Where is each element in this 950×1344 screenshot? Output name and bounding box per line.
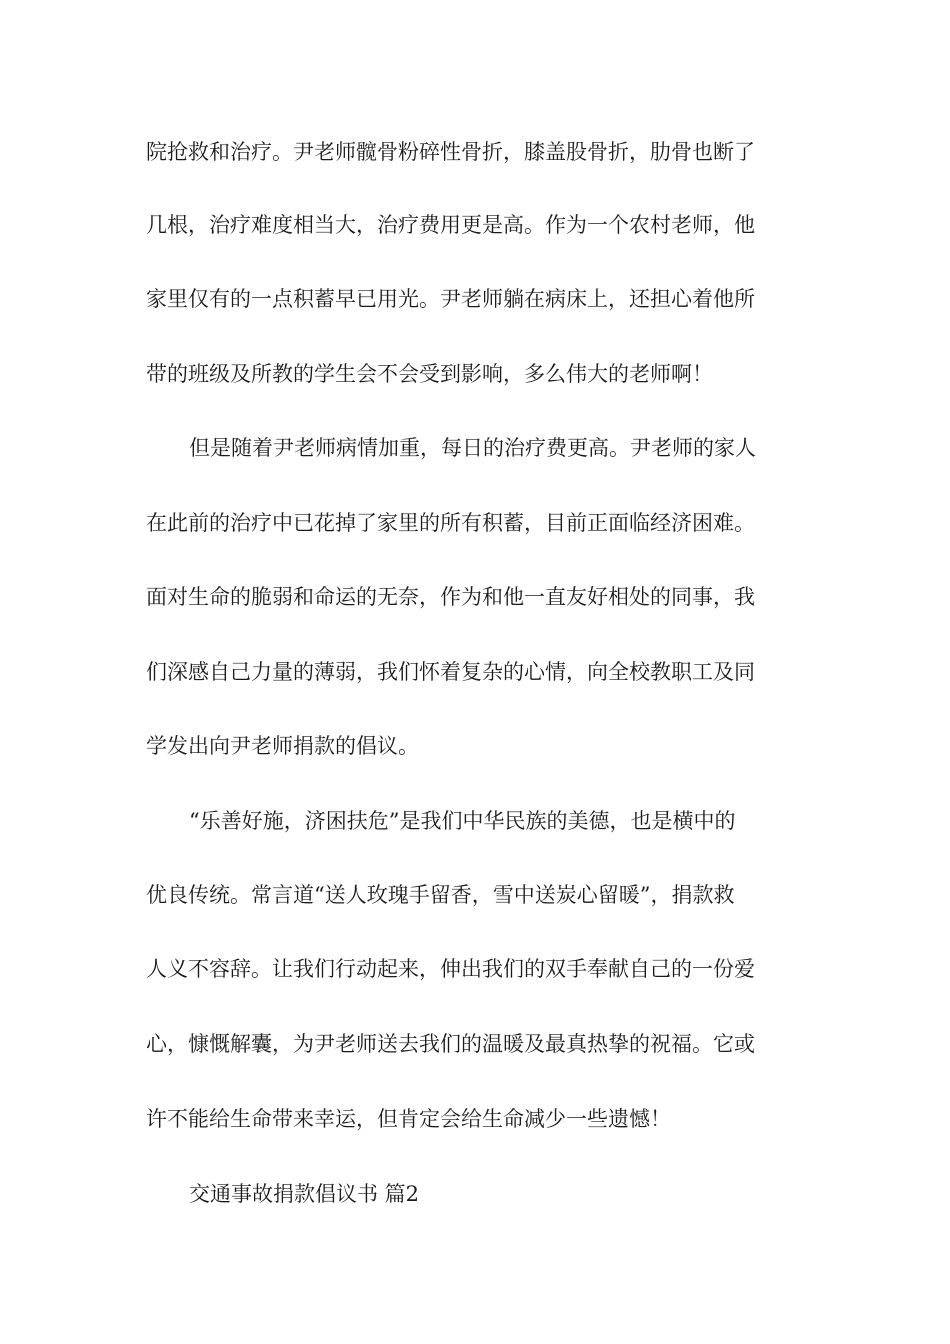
paragraph-line: “乐善好施，济困扶危”是我们中华民族的美德，也是横中的: [189, 809, 736, 833]
paragraph-line: 院抢救和治疗。尹老师髋骨粉碎性骨折，膝盖股骨折，肋骨也断了: [146, 140, 755, 164]
paragraph-line: 学发出向尹老师捐款的倡议。: [146, 734, 419, 758]
paragraph-line: 优良传统。常言道“送人玫瑰手留香，雪中送炭心留暖”，捐款救: [146, 883, 735, 907]
paragraph-line: 几根，治疗难度相当大，治疗费用更是高。作为一个农村老师，他: [146, 213, 755, 237]
paragraph-line: 带的班级及所教的学生会不会受到影响，多么伟大的老师啊！: [146, 362, 713, 386]
paragraph-line: 面对生命的脆弱和命运的无奈，作为和他一直友好相处的同事，我: [146, 585, 755, 609]
paragraph-line: 家里仅有的一点积蓄早已用光。尹老师躺在病床上，还担心着他所: [146, 287, 755, 311]
paragraph-line: 许不能给生命带来幸运，但肯定会给生命减少一些遗憾！: [146, 1107, 671, 1131]
paragraph-line: 心，慷慨解囊，为尹老师送去我们的温暖及最真热挚的祝福。它或: [146, 1032, 755, 1056]
paragraph-line: 们深感自己力量的薄弱，我们怀着复杂的心情，向全校教职工及同: [146, 660, 755, 684]
paragraph-line: 人义不容辞。让我们行动起来，伸出我们的双手奉献自己的一份爱: [146, 957, 755, 981]
section-heading: 交通事故捐款倡议书 篇2: [189, 1182, 420, 1206]
paragraph-line: 但是随着尹老师病情加重，每日的治疗费更高。尹老师的家人: [189, 436, 756, 460]
paragraph-line: 在此前的治疗中已花掉了家里的所有积蓄，目前正面临经济困难。: [146, 511, 755, 535]
